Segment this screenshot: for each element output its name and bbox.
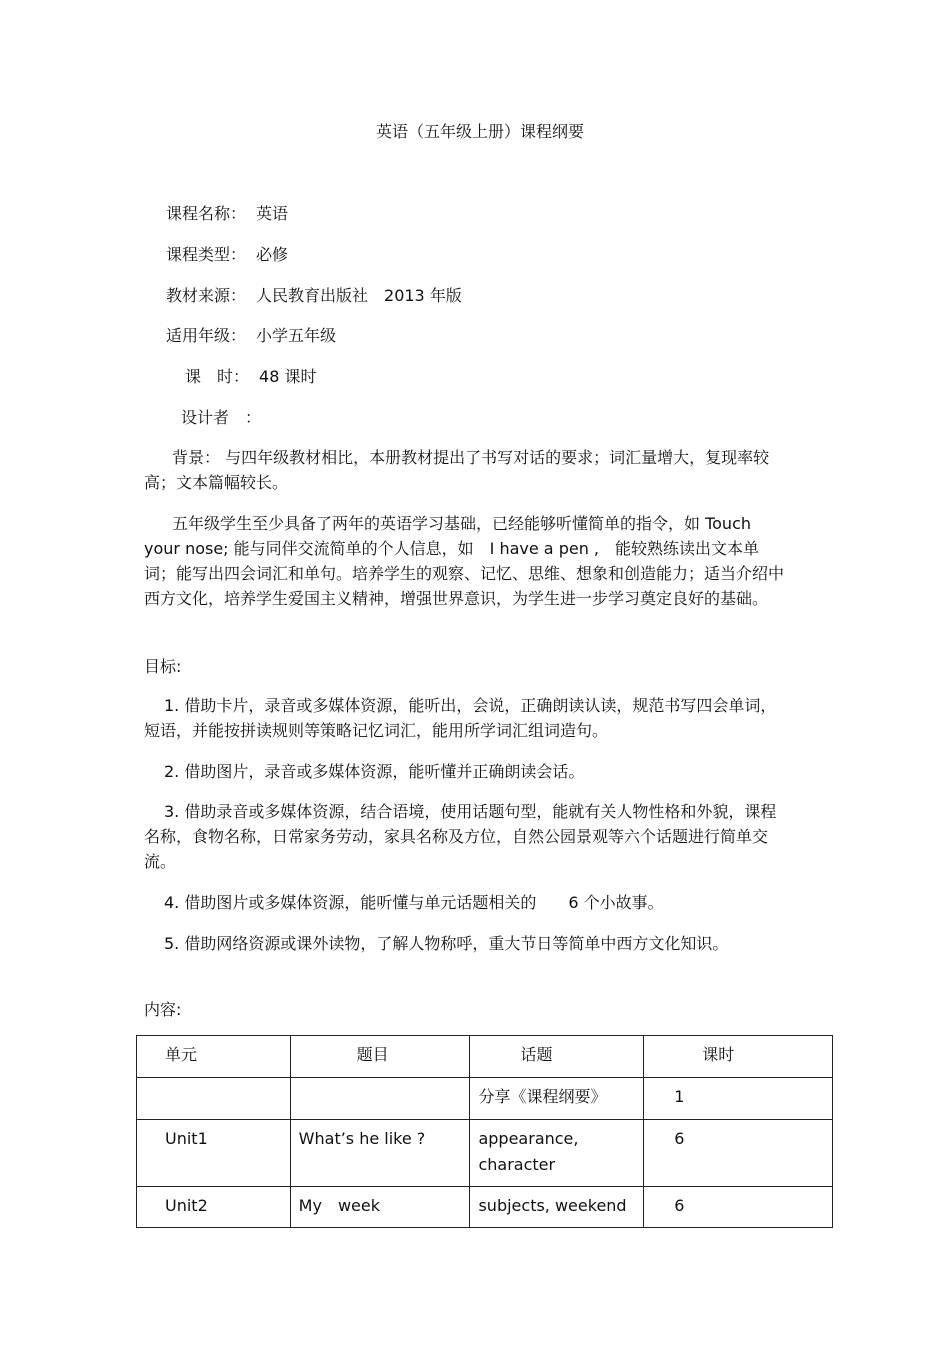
field-value: 人民教育出版社 2013 年版 bbox=[256, 286, 462, 305]
table-header-cell bbox=[470, 1036, 644, 1078]
table-cell: Unit1 bbox=[137, 1120, 291, 1187]
goal-item-3: 3. 借助录音或多媒体资源，结合语境，使用话题句型，能就有关人物性格和外貌，课程名称，食物名称，日常家务劳动，家具名称及方位，自然公园景观等六个话题进行简单交流。 bbox=[144, 802, 777, 871]
table-cell: What’s he like ? bbox=[290, 1120, 470, 1187]
student-background-paragraph: 五年级学生至少具备了两年的英语学习基础，已经能够听懂简单的指令，如 Touch your nose; 能与同伴交流简单的个人信息，如 I have a pen , 能较熟练读出文本单词；能写出四会词汇和单句。培养学生的观察、记忆、思维、想象和创造能力；适当介绍中西方文化，培养学生爱国主义精神，增强世界意识，为学生进一步学习奠定良好的基础。 bbox=[144, 514, 785, 608]
field-class-hours bbox=[185, 364, 316, 387]
background-paragraph: 背景： 与四年级教材相比，本册教材提出了书写对话的要求；词汇量增大，复现率较高；文本篇幅较长。 bbox=[144, 448, 770, 492]
field-course-name bbox=[166, 201, 288, 224]
field-label: 课程名称： bbox=[166, 204, 247, 223]
field-value: 48 课时 bbox=[259, 367, 317, 386]
goal-item-5: 5. 借助网络资源或课外读物，了解人物称呼，重大节日等简单中西方文化知识。 bbox=[164, 934, 729, 953]
field-label: 教材来源： bbox=[166, 286, 247, 305]
table-row bbox=[137, 1120, 833, 1187]
content-table bbox=[136, 1035, 833, 1228]
table-header-cell bbox=[290, 1036, 470, 1078]
document-title: 英语（五年级上册）课程纲要 bbox=[375, 122, 584, 141]
field-label: 课 时： bbox=[185, 367, 250, 386]
field-value: 必修 bbox=[256, 245, 289, 264]
field-label: 课程类型： bbox=[166, 245, 247, 264]
table-header-cell bbox=[644, 1036, 833, 1078]
table-row bbox=[137, 1187, 833, 1228]
table-header-label: 题目 bbox=[356, 1045, 389, 1064]
table-header-cell: 单元 bbox=[137, 1036, 291, 1078]
table-cell: subjects, weekend bbox=[470, 1187, 644, 1228]
field-course-type bbox=[166, 242, 288, 265]
table-header-label: 话题 bbox=[520, 1045, 553, 1064]
goals-heading: 目标: bbox=[144, 657, 182, 676]
field-textbook-source bbox=[166, 283, 462, 306]
field-label: 适用年级： bbox=[166, 326, 247, 345]
table-cell: 分享《课程纲要》 bbox=[470, 1078, 644, 1120]
table-cell bbox=[137, 1078, 291, 1120]
table-cell: 6 bbox=[644, 1187, 833, 1228]
table-header-row bbox=[137, 1036, 833, 1078]
field-value: 英语 bbox=[256, 204, 289, 223]
table-cell: appearance, character bbox=[470, 1120, 644, 1187]
table-cell: 6 bbox=[644, 1120, 833, 1187]
field-designer bbox=[181, 405, 271, 428]
field-value: 小学五年级 bbox=[256, 326, 337, 345]
table-row bbox=[137, 1078, 833, 1120]
content-heading: 内容: bbox=[144, 1000, 182, 1019]
table-cell: Unit2 bbox=[137, 1187, 291, 1228]
goal-item-4: 4. 借助图片或多媒体资源，能听懂与单元话题相关的 6 个小故事。 bbox=[164, 893, 664, 912]
field-grade bbox=[166, 323, 336, 346]
table-header-label: 课时 bbox=[702, 1045, 735, 1064]
table-cell: 1 bbox=[644, 1078, 833, 1120]
table-cell: My week bbox=[290, 1187, 470, 1228]
goal-item-1: 1. 借助卡片，录音或多媒体资源，能听出，会说，正确朗读认读，规范书写四会单词，短语，并能按拼读规则等策略记忆词汇，能用所学词汇组词造句。 bbox=[144, 696, 777, 740]
field-label: 设计者 ： bbox=[181, 408, 262, 427]
table-cell bbox=[290, 1078, 470, 1120]
goal-item-2: 2. 借助图片，录音或多媒体资源，能听懂并正确朗读会话。 bbox=[164, 762, 585, 781]
